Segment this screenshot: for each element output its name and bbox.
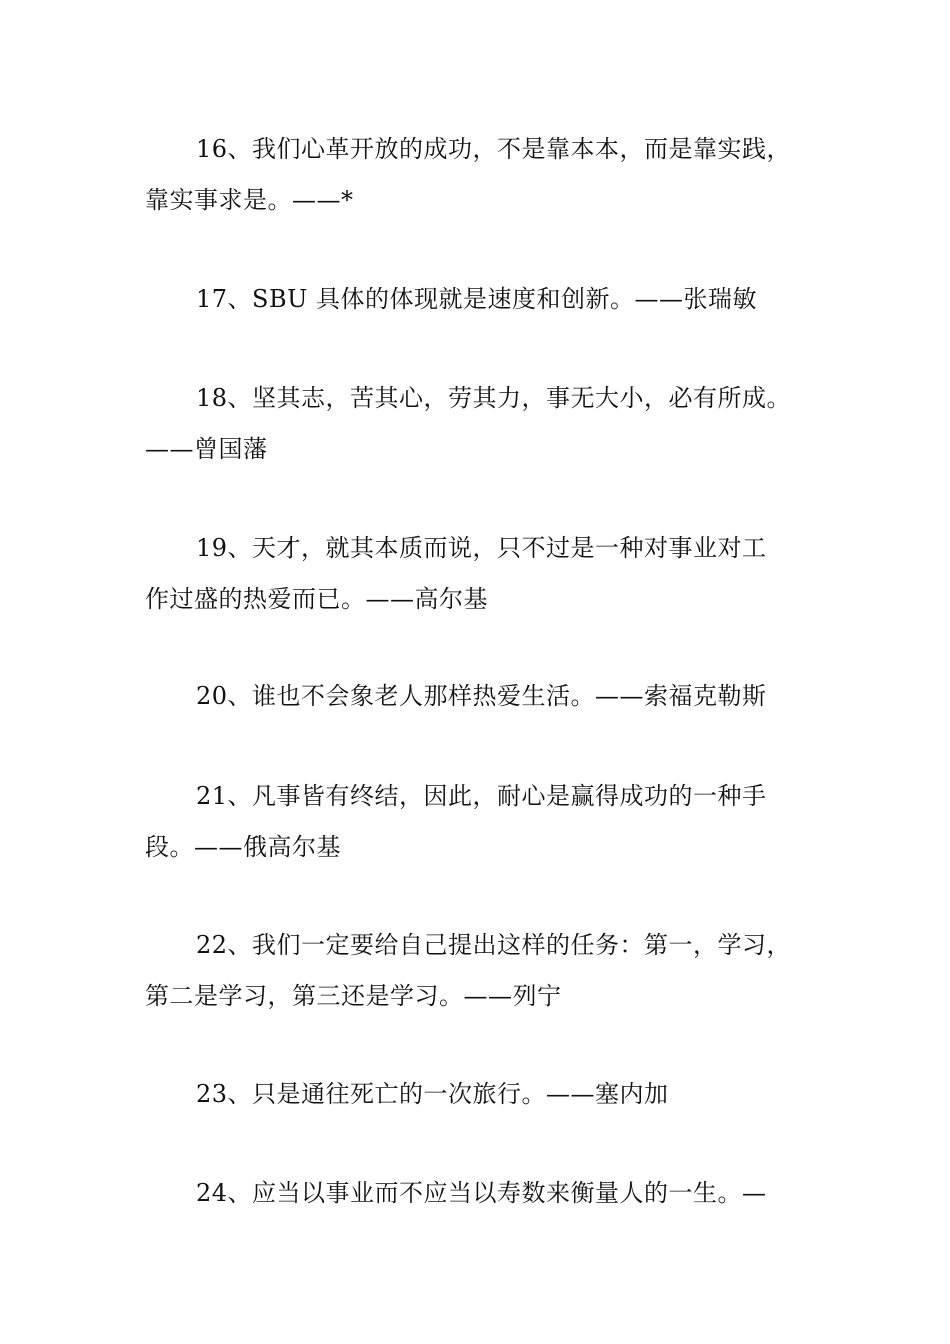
quote-paragraph-24 (145, 1168, 835, 1219)
quote-line: 20、谁也不会象老人那样热爱生活。——索福克勒斯 (196, 682, 767, 710)
quote-line: 靠实事求是。——* (145, 186, 354, 214)
quote-line: 19、天才，就其本质而说，只不过是一种对事业对工 (196, 534, 767, 562)
quote-paragraph-21 (145, 771, 835, 873)
quote-line: 16、我们心革开放的成功，不是靠本本，而是靠实践， (196, 135, 792, 163)
quote-line: 作过盛的热爱而已。——高尔基 (145, 585, 488, 613)
quote-paragraph-18 (145, 373, 835, 475)
quote-line: ——曾国藩 (145, 435, 268, 463)
quote-line: 17、SBU 具体的体现就是速度和创新。——张瑞敏 (196, 285, 757, 313)
quote-line: 段。——俄高尔基 (145, 833, 341, 861)
quote-line: 23、只是通往死亡的一次旅行。——塞内加 (196, 1080, 669, 1108)
quote-line: 21、凡事皆有终结，因此，耐心是赢得成功的一种手 (196, 782, 767, 810)
quote-paragraph-17 (145, 274, 835, 325)
quote-line: 第二是学习，第三还是学习。——列宁 (145, 982, 562, 1010)
quote-paragraph-22 (145, 920, 835, 1022)
quote-paragraph-16 (145, 124, 835, 226)
quote-paragraph-19 (145, 523, 835, 625)
quote-line: 24、应当以事业而不应当以寿数来衡量人的一生。— (196, 1179, 767, 1207)
quote-line: 22、我们一定要给自己提出这样的任务：第一，学习， (196, 931, 792, 959)
quote-paragraph-23 (145, 1069, 835, 1120)
quote-paragraph-20 (145, 671, 835, 722)
quote-line: 18、坚其志，苦其心，劳其力，事无大小，必有所成。 (196, 384, 792, 412)
